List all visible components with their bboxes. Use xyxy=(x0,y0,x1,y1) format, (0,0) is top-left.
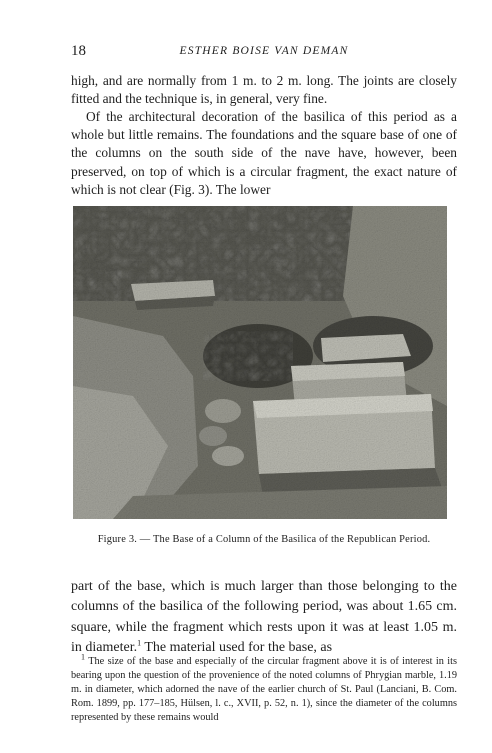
running-title: ESTHER BOISE VAN DEMAN xyxy=(179,45,349,57)
footnote-text: The size of the base and especially of the circular fragment above it is of interest in its bearing upon the question of the provenience of the noted columns of Phrygian marble, 1.19 m. in diameter, which adorned the nave of the earlier church of St. Paul (Lanciani, B. Com. Rom. 1899, pp. 177–185, Hülsen, l. c., XVII, p. 52, n. 1), since the diameter of the columns represented by these remains would xyxy=(71,656,457,723)
paragraph-2: Of the architectural decoration of the basilica of this period as a whole but little remains. The foundations and the square base of one of the columns on the south side of the nave have, however, been preserved, on top of which is a circular fragment, the exact nature of which is not clear (Fig. 3). The lower xyxy=(71,109,457,197)
paragraph-1: high, and are normally from 1 m. to 2 m. long. The joints are closely fitted and the technique is, in general, very fine. xyxy=(71,73,457,107)
footnote-marker: 1 xyxy=(81,652,85,662)
figure-caption: Figure 3. — The Base of a Column of the Basilica of the Republican Period. xyxy=(97,534,431,545)
paragraph-3-text: part of the base, which is much larger than those belonging to the columns of the basilica of the following period, was about 1.65 cm. square, while the fragment which rests upon it was at least 1.05 m. in diameter. xyxy=(71,579,457,655)
page-number: 18 xyxy=(71,43,86,59)
footnote xyxy=(71,652,457,725)
footnote-reference: 1 xyxy=(137,638,142,648)
paragraph-3-text-end: The material used for the base, as xyxy=(141,639,333,655)
paragraph-3 xyxy=(71,577,457,658)
figure-3-photograph xyxy=(73,206,447,519)
page-header xyxy=(71,43,457,61)
